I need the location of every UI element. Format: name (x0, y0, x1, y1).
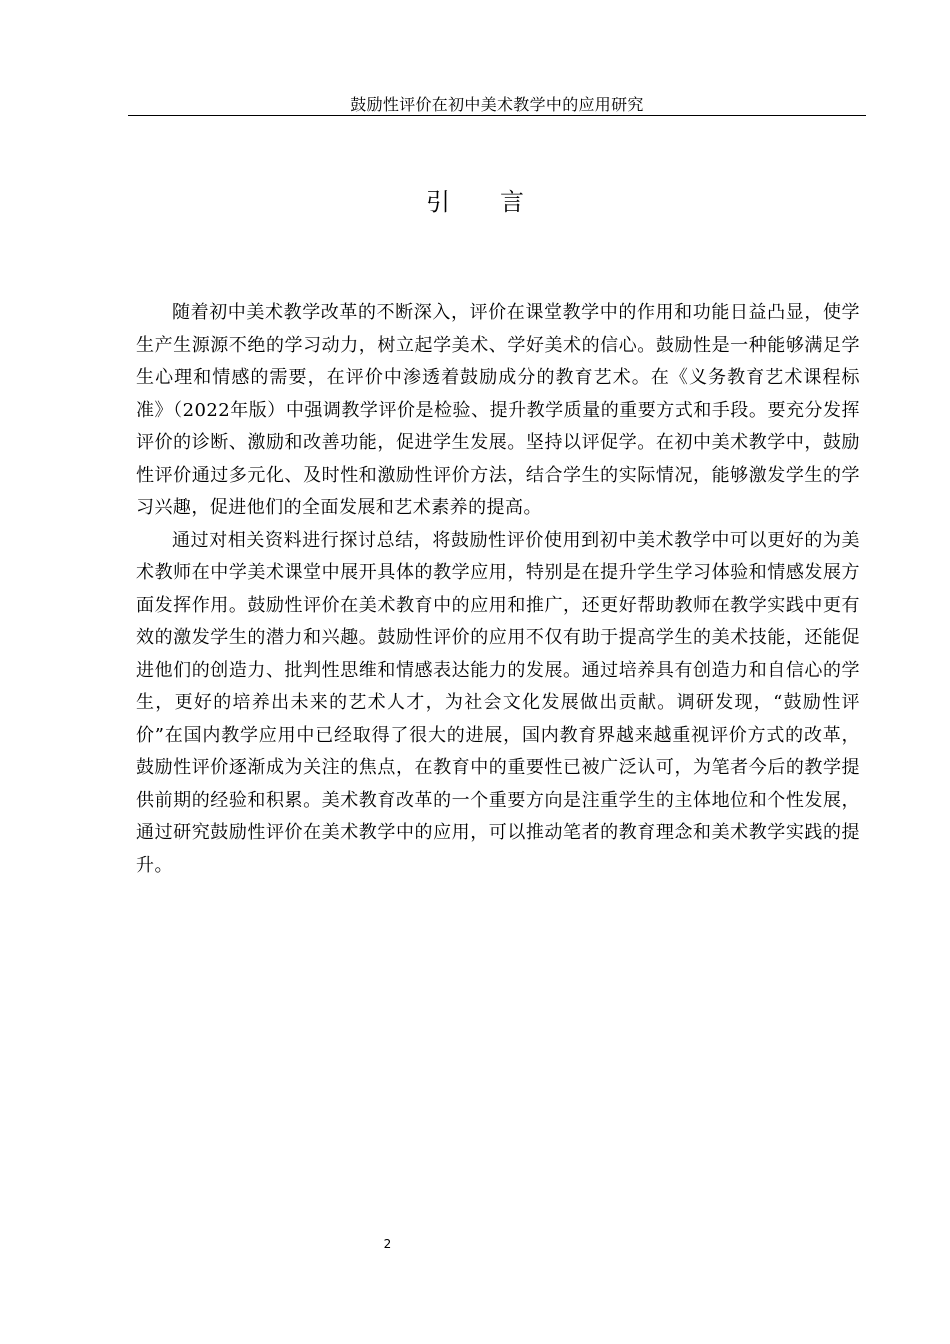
body-text (136, 297, 860, 882)
chapter-title (0, 186, 950, 218)
paragraph: 通过对相关资料进行探讨总结，将鼓励性评价使用到初中美术教学中可以更好的为美术教师在中学美术课堂中展开具体的教学应用，特别是在提升学生学习体验和情感发展方面发挥作用。鼓励性评价在美术教育中的应用和推广，还更好帮助教师在教学实践中更有效的激发学生的潜力和兴趣。鼓励性评价的应用不仅有助于提高学生的美术技能，还能促进他们的创造力、批判性思维和情感表达能力的发展。通过培养具有创造力和自信心的学生，更好的培养出未来的艺术人才，为社会文化发展做出贡献。调研发现，“鼓励性评价”在国内教学应用中已经取得了很大的进展，国内教育界越来越重视评价方式的改革，鼓励性评价逐渐成为关注的焦点，在教育中的重要性已被广泛认可，为笔者今后的教学提供前期的经验和积累。美术教育改革的一个重要方向是注重学生的主体地位和个性发展，通过研究鼓励性评价在美术教学中的应用，可以推动笔者的教育理念和美术教学实践的提升。 (136, 529, 860, 876)
page-number: 2 (383, 1237, 392, 1251)
chapter-title-char-2: 言 (500, 188, 524, 216)
running-header: 鼓励性评价在初中美术教学中的应用研究 (350, 95, 644, 114)
header-rule (128, 115, 866, 116)
chapter-title-char-1: 引 (426, 188, 450, 216)
paragraph: 随着初中美术教学改革的不断深入，评价在课堂教学中的作用和功能日益凸显，使学生产生源源不绝的学习动力，树立起学美术、学好美术的信心。鼓励性是一种能够满足学生心理和情感的需要，在评价中渗透着鼓励成分的教育艺术。在《义务教育艺术课程标准》（2022年版）中强调教学评价是检验、提升教学质量的重要方式和手段。要充分发挥评价的诊断、激励和改善功能，促进学生发展。坚持以评促学。在初中美术教学中，鼓励性评价通过多元化、及时性和激励性评价方法，结合学生的实际情况，能够激发学生的学习兴趣，促进他们的全面发展和艺术素养的提高。 (136, 302, 860, 518)
